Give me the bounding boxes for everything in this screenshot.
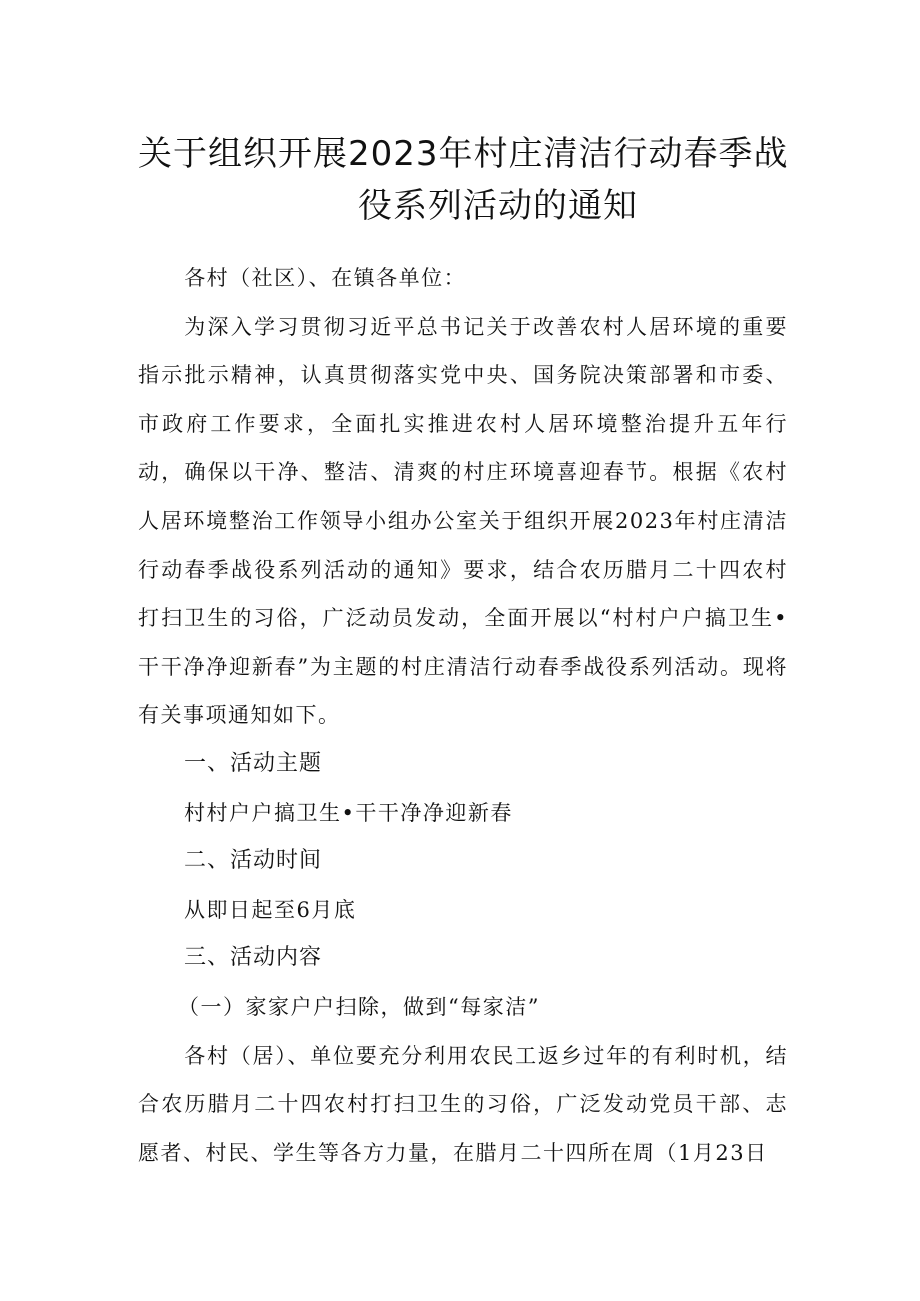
document-body xyxy=(138,254,788,1177)
title-line-1: 关于组织开展2023年村庄清洁行动春季战 xyxy=(138,134,789,174)
section-content-paragraph: 各村（居）、单位要充分利用农民工返乡过年的有利时机，结合农历腊月二十四农村打扫卫生的习俗，广泛发动党员干部、志愿者、村民、学生等各方力量，在腊月二十四所在周（1月23日 xyxy=(138,1043,788,1165)
salutation: 各村（社区）、在镇各单位： xyxy=(184,266,467,290)
title-line-2: 役系列活动的通知 xyxy=(358,186,638,226)
section-heading-content: 三、活动内容 xyxy=(184,945,323,971)
section-subheading: （一）家家户户扫除，做到“每家洁” xyxy=(178,994,540,1019)
section-heading-time: 二、活动时间 xyxy=(184,848,323,874)
document-title xyxy=(138,128,788,232)
section-content-theme: 村村户户搞卫生•干干净净迎新春 xyxy=(184,800,513,825)
intro-paragraph: 为深入学习贯彻习近平总书记关于改善农村人居环境的重要指示批示精神，认真贯彻落实党中央、国务院决策部署和市委、市政府工作要求，全面扎实推进农村人居环境整治提升五年行动，确保以干净、整洁、清爽的村庄环境喜迎春节。根据《农村人居环境整治工作领导小组办公室关于组织开展2023年村庄清洁行动春季战役系列活动的通知》要求，结合农历腊月二十四农村打扫卫生的习俗，广泛动员发动，全面开展以“村村户户搞卫生•干干净净迎新春”为主题的村庄清洁行动春季战役系列活动。现将有关事项通知如下。 xyxy=(138,314,788,728)
section-heading-theme: 一、活动主题 xyxy=(184,750,323,776)
section-content-time: 从即日起至6月底 xyxy=(184,897,357,922)
